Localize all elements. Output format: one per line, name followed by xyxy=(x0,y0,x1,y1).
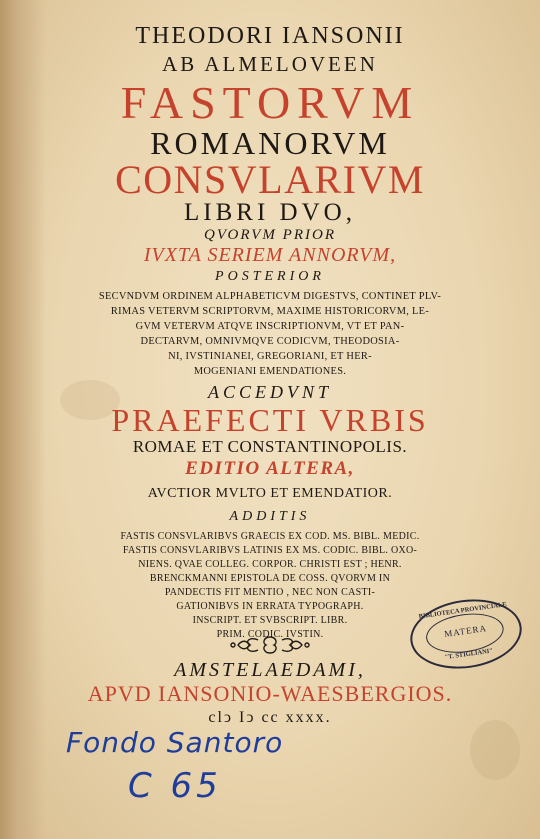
description-line: DECTARVM, OMNIVMQVE CODICVM, THEODOSIA- xyxy=(140,336,400,347)
title-libri-duo: LIBRI DVO, xyxy=(184,199,356,226)
auctior-line: AVCTIOR MVLTO ET EMENDATIOR. xyxy=(147,486,393,501)
author-name: THEODORI IANSONII xyxy=(135,23,405,49)
author-name-2: AB ALMELOVEEN xyxy=(162,52,378,76)
title-fastorum: FASTORVM xyxy=(120,77,420,128)
handwritten-shelfmark: C 65 xyxy=(128,766,222,806)
additis-line: BRENCKMANNI EPISTOLA DE COSS. QVORVM IN xyxy=(149,573,391,584)
praefecti-urbis: PRAEFECTI VRBIS xyxy=(111,402,429,438)
title-romanorum: ROMANORVM xyxy=(150,125,390,161)
additis-line: FASTIS CONSVLARIBVS LATINIS EX MS. CODIC. BIBL. OXO- xyxy=(122,545,418,556)
additis-line: PANDECTIS FIT MENTIO , NEC NON CASTI- xyxy=(164,587,376,598)
printer-ornament-icon xyxy=(228,634,312,656)
subtitle-prior: QVORVM PRIOR xyxy=(204,227,336,243)
subtitle-posterior: POSTERIOR xyxy=(215,269,325,284)
description-line: GVM VETERVM ATQVE INSCRIPTIONVM, VT ET PAN- xyxy=(135,321,405,332)
editio-altera: EDITIO ALTERA, xyxy=(185,458,355,479)
paper-stain xyxy=(470,720,520,780)
romae-constantinopolis: ROMAE ET CONSTANTINOPOLIS. xyxy=(132,437,408,456)
additis-line: INSCRIPT. ET SVBSCRIPT. LIBR. xyxy=(192,615,348,626)
additis-line: GATIONIBVS IN ERRATA TYPOGRAPH. xyxy=(176,601,364,612)
subtitle-annorum: IVXTA SERIEM ANNORVM, xyxy=(143,244,397,266)
stamp-center-text: MATERA xyxy=(443,623,488,639)
description-line: RIMAS VETERVM SCRIPTORVM, MAXIME HISTORICORVM, LE- xyxy=(110,306,430,317)
description-line: MOGENIANI EMENDATIONES. xyxy=(193,366,347,377)
stamp-top-text: BIBLIOTECA PROVINCIALE xyxy=(418,601,508,621)
description-line: NI, IVSTINIANEI, GREGORIANI, ET HER- xyxy=(168,351,372,362)
description-line: SECVNDVM ORDINEM ALPHABETICVM DIGESTVS, CONTINET PLV- xyxy=(98,291,442,302)
imprint-date: clↄ Iↄ cc xxxx. xyxy=(208,709,332,726)
printer-name: APVD IANSONIO-WAESBERGIOS. xyxy=(87,681,453,706)
additis-line: FASTIS CONSVLARIBVS GRAECIS EX COD. MS. BIBL. MEDIC. xyxy=(120,531,420,542)
additis-line: NIENS. QVAE COLLEG. CORPOR. CHRISTI EST ; HENR. xyxy=(138,559,402,570)
place-of-printing: AMSTELAEDAMI, xyxy=(174,659,366,681)
additis-heading: ADDITIS xyxy=(229,509,311,524)
accedunt-heading: ACCEDVNT xyxy=(207,382,332,402)
additis-line: PRIM. CODIC. IVSTIN. xyxy=(216,629,324,640)
stamp-bottom-text: "T. STIGLIANI" xyxy=(444,647,494,662)
handwritten-collection-note: Fondo Santoro xyxy=(66,726,284,759)
title-consularium: CONSVLARIVM xyxy=(115,157,425,202)
